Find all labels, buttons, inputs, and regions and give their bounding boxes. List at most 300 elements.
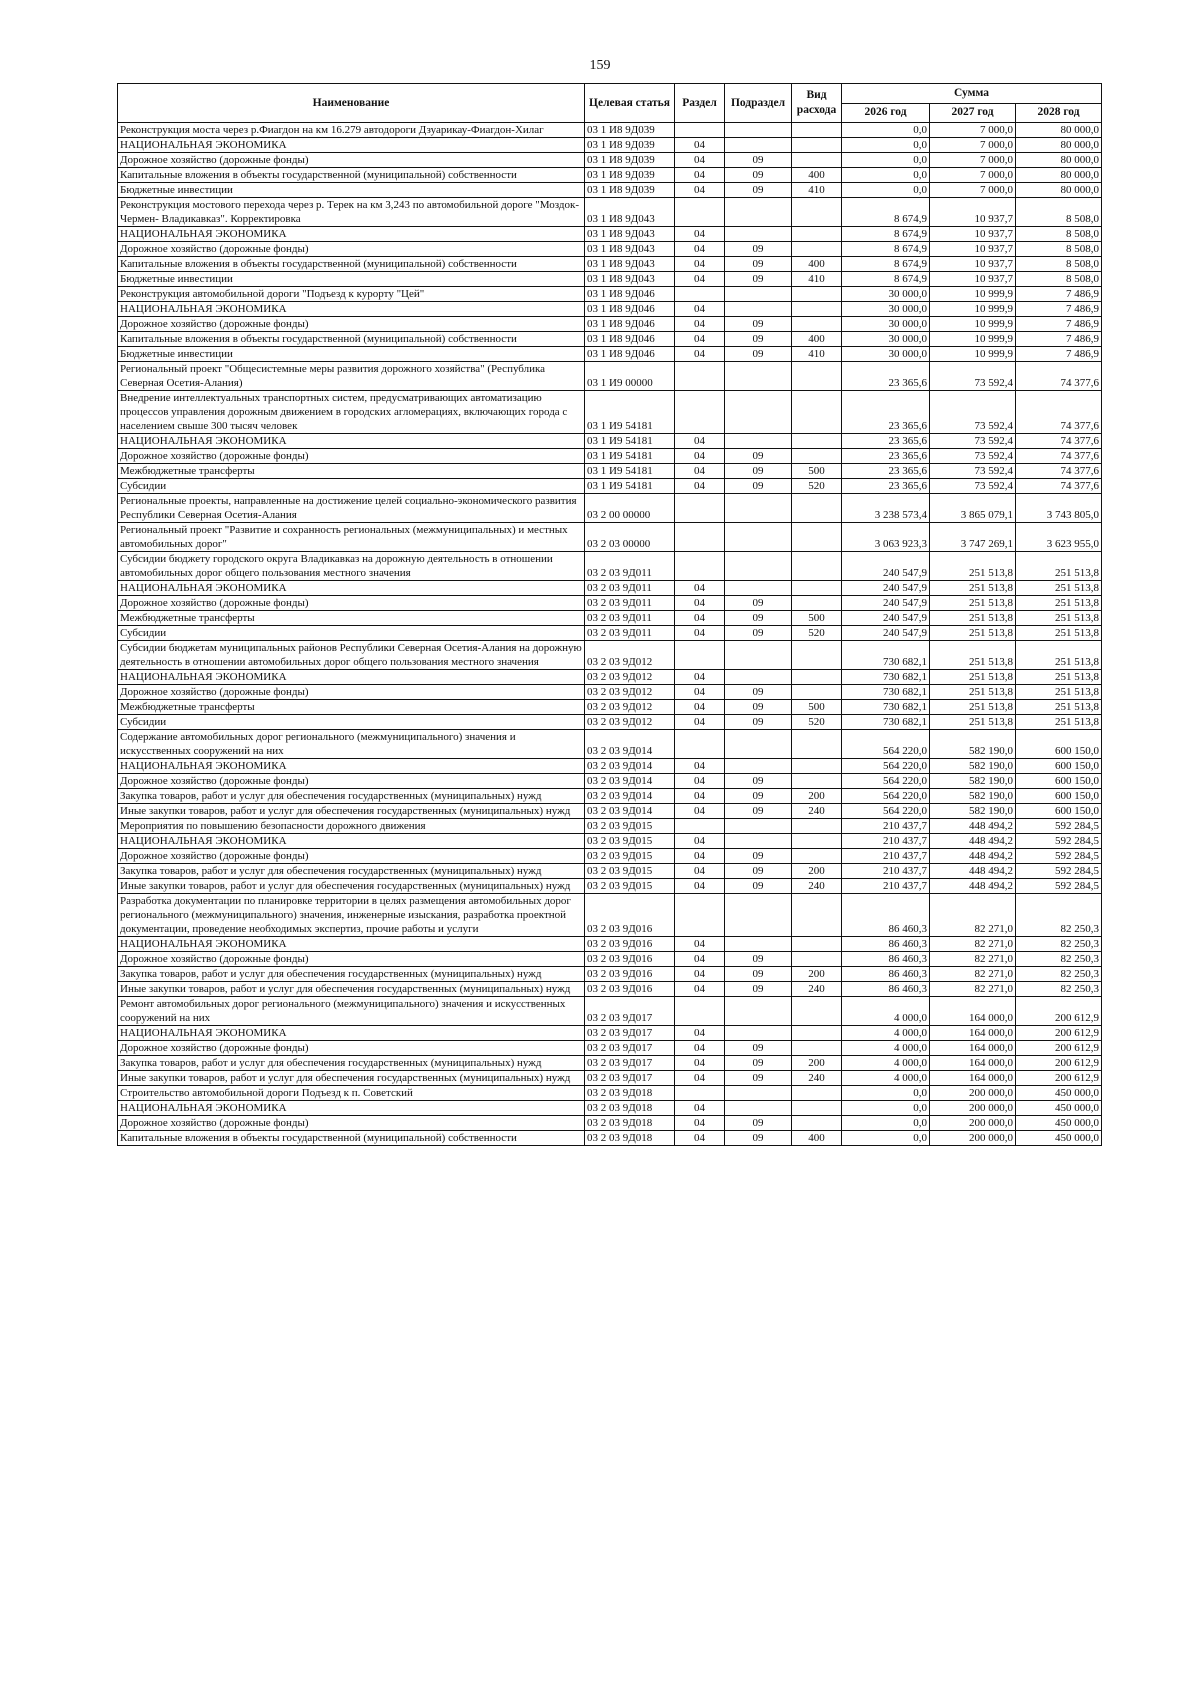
cell-expense-type [792, 774, 842, 789]
cell-target-article: 03 2 03 9Д018 [585, 1131, 675, 1146]
header-target-article: Целевая статья [585, 84, 675, 123]
header-year-2026: 2026 год [842, 103, 930, 123]
cell-2027: 73 592,4 [930, 391, 1016, 434]
cell-subsection [725, 759, 792, 774]
cell-2028: 200 612,9 [1016, 1026, 1102, 1041]
table-row [118, 1056, 1102, 1071]
cell-2026: 30 000,0 [842, 317, 930, 332]
table-row [118, 257, 1102, 272]
cell-name: Межбюджетные трансферты [118, 700, 585, 715]
cell-target-article: 03 2 03 9Д012 [585, 715, 675, 730]
cell-2028: 7 486,9 [1016, 287, 1102, 302]
cell-target-article: 03 2 03 9Д016 [585, 982, 675, 997]
cell-expense-type [792, 1041, 842, 1056]
cell-2027: 7 000,0 [930, 138, 1016, 153]
cell-2028: 200 612,9 [1016, 1071, 1102, 1086]
cell-section: 04 [675, 332, 725, 347]
header-sum: Сумма [842, 84, 1102, 104]
cell-name: Субсидии [118, 479, 585, 494]
cell-2028: 80 000,0 [1016, 183, 1102, 198]
cell-expense-type [792, 1116, 842, 1131]
cell-expense-type: 200 [792, 864, 842, 879]
table-row [118, 183, 1102, 198]
cell-target-article: 03 2 03 9Д014 [585, 730, 675, 759]
cell-2028: 251 513,8 [1016, 581, 1102, 596]
cell-target-article: 03 2 03 9Д016 [585, 967, 675, 982]
cell-subsection: 09 [725, 479, 792, 494]
cell-subsection [725, 1026, 792, 1041]
cell-name: НАЦИОНАЛЬНАЯ ЭКОНОМИКА [118, 937, 585, 952]
cell-name: Региональные проекты, направленные на достижение целей социально-экономического развития Республики Северная Осетия-Алания [118, 494, 585, 523]
cell-2028: 592 284,5 [1016, 819, 1102, 834]
cell-2026: 86 460,3 [842, 952, 930, 967]
cell-2028: 600 150,0 [1016, 804, 1102, 819]
cell-2027: 582 190,0 [930, 759, 1016, 774]
cell-expense-type: 520 [792, 626, 842, 641]
cell-name: Субсидии [118, 626, 585, 641]
cell-expense-type: 500 [792, 700, 842, 715]
cell-expense-type [792, 1086, 842, 1101]
cell-expense-type [792, 596, 842, 611]
cell-2026: 86 460,3 [842, 982, 930, 997]
cell-section [675, 819, 725, 834]
cell-target-article: 03 1 И9 54181 [585, 434, 675, 449]
cell-2027: 164 000,0 [930, 997, 1016, 1026]
cell-2028: 251 513,8 [1016, 596, 1102, 611]
cell-subsection: 09 [725, 257, 792, 272]
table-row [118, 449, 1102, 464]
cell-subsection: 09 [725, 1131, 792, 1146]
cell-target-article: 03 2 03 9Д014 [585, 789, 675, 804]
cell-subsection [725, 581, 792, 596]
table-row [118, 227, 1102, 242]
cell-section: 04 [675, 1071, 725, 1086]
cell-2026: 23 365,6 [842, 391, 930, 434]
cell-target-article: 03 1 И8 9Д043 [585, 227, 675, 242]
cell-2028: 600 150,0 [1016, 730, 1102, 759]
table-row [118, 123, 1102, 138]
cell-target-article: 03 2 03 9Д011 [585, 596, 675, 611]
cell-target-article: 03 1 И8 9Д039 [585, 123, 675, 138]
table-row [118, 138, 1102, 153]
cell-name: Закупка товаров, работ и услуг для обеспечения государственных (муниципальных) нужд [118, 967, 585, 982]
cell-expense-type [792, 997, 842, 1026]
table-row [118, 391, 1102, 434]
table-row [118, 464, 1102, 479]
cell-target-article: 03 2 03 9Д018 [585, 1101, 675, 1116]
cell-expense-type: 240 [792, 879, 842, 894]
cell-section [675, 894, 725, 937]
cell-name: Иные закупки товаров, работ и услуг для обеспечения государственных (муниципальных) нужд [118, 879, 585, 894]
cell-name: Реконструкция моста через р.Фиагдон на км 16.279 автодороги Дзуарикау-Фиагдон-Хилаг [118, 123, 585, 138]
cell-2027: 251 513,8 [930, 611, 1016, 626]
cell-2028: 3 743 805,0 [1016, 494, 1102, 523]
cell-subsection: 09 [725, 272, 792, 287]
cell-2028: 592 284,5 [1016, 849, 1102, 864]
cell-target-article: 03 2 03 9Д012 [585, 670, 675, 685]
cell-subsection: 09 [725, 967, 792, 982]
cell-section: 04 [675, 449, 725, 464]
cell-subsection: 09 [725, 449, 792, 464]
cell-2026: 4 000,0 [842, 997, 930, 1026]
cell-target-article: 03 2 03 9Д011 [585, 611, 675, 626]
cell-section [675, 552, 725, 581]
cell-name: Реконструкция автомобильной дороги "Подъезд к курорту "Цей" [118, 287, 585, 302]
cell-2027: 582 190,0 [930, 789, 1016, 804]
cell-section: 04 [675, 849, 725, 864]
cell-name: Дорожное хозяйство (дорожные фонды) [118, 685, 585, 700]
cell-name: Разработка документации по планировке территории в целях размещения автомобильных дорог регионального (межмуниципального) значения, инженерные изыскания, разработка проектной документации, проведение необходимых экспертиз, прочие работы и услуги [118, 894, 585, 937]
cell-name: Мероприятия по повышению безопасности дорожного движения [118, 819, 585, 834]
cell-name: Бюджетные инвестиции [118, 183, 585, 198]
table-row [118, 198, 1102, 227]
cell-target-article: 03 2 03 9Д016 [585, 937, 675, 952]
cell-2028: 74 377,6 [1016, 449, 1102, 464]
cell-expense-type: 500 [792, 611, 842, 626]
cell-2026: 8 674,9 [842, 227, 930, 242]
page-number: 159 [589, 58, 611, 73]
cell-2027: 73 592,4 [930, 464, 1016, 479]
cell-2027: 251 513,8 [930, 641, 1016, 670]
table-row [118, 1116, 1102, 1131]
table-row [118, 1026, 1102, 1041]
table-row [118, 952, 1102, 967]
cell-expense-type [792, 730, 842, 759]
cell-name: Закупка товаров, работ и услуг для обеспечения государственных (муниципальных) нужд [118, 789, 585, 804]
table-row [118, 611, 1102, 626]
cell-2026: 0,0 [842, 1131, 930, 1146]
cell-name: Межбюджетные трансферты [118, 611, 585, 626]
cell-name: Региональный проект "Развитие и сохранность региональных (межмуниципальных) и местных автомобильных дорог" [118, 523, 585, 552]
cell-2026: 3 063 923,3 [842, 523, 930, 552]
cell-target-article: 03 1 И8 9Д039 [585, 138, 675, 153]
cell-2026: 23 365,6 [842, 434, 930, 449]
cell-subsection [725, 123, 792, 138]
cell-subsection [725, 641, 792, 670]
cell-section: 04 [675, 1116, 725, 1131]
cell-subsection [725, 287, 792, 302]
cell-2026: 564 220,0 [842, 730, 930, 759]
cell-expense-type [792, 153, 842, 168]
cell-expense-type [792, 494, 842, 523]
cell-2027: 10 937,7 [930, 227, 1016, 242]
cell-2027: 82 271,0 [930, 982, 1016, 997]
cell-2027: 10 999,9 [930, 347, 1016, 362]
cell-subsection: 09 [725, 347, 792, 362]
cell-2028: 251 513,8 [1016, 626, 1102, 641]
table-row [118, 834, 1102, 849]
cell-expense-type [792, 287, 842, 302]
cell-section: 04 [675, 611, 725, 626]
cell-2028: 450 000,0 [1016, 1101, 1102, 1116]
cell-subsection: 09 [725, 849, 792, 864]
header-expense-type: Вид расхода [792, 84, 842, 123]
cell-2026: 240 547,9 [842, 581, 930, 596]
cell-name: Внедрение интеллектуальных транспортных систем, предусматривающих автоматизацию процессов управления дорожным движением в городских агломерациях, включающих города с населением свыше 300 тысяч человек [118, 391, 585, 434]
cell-name: Субсидии бюджетам муниципальных районов Республики Северная Осетия-Алания на дорожную деятельность в отношении автомобильных дорог общего пользования местного значения [118, 641, 585, 670]
cell-2027: 251 513,8 [930, 581, 1016, 596]
cell-subsection [725, 391, 792, 434]
cell-subsection: 09 [725, 242, 792, 257]
cell-2028: 74 377,6 [1016, 479, 1102, 494]
cell-subsection [725, 362, 792, 391]
cell-expense-type [792, 1026, 842, 1041]
cell-target-article: 03 2 03 9Д017 [585, 1071, 675, 1086]
cell-subsection: 09 [725, 168, 792, 183]
cell-2027: 10 937,7 [930, 242, 1016, 257]
cell-name: Дорожное хозяйство (дорожные фонды) [118, 317, 585, 332]
table-row [118, 1041, 1102, 1056]
cell-name: Дорожное хозяйство (дорожные фонды) [118, 952, 585, 967]
cell-2027: 164 000,0 [930, 1041, 1016, 1056]
table-row [118, 1071, 1102, 1086]
table-body [118, 123, 1102, 1146]
cell-section: 04 [675, 168, 725, 183]
cell-2026: 30 000,0 [842, 302, 930, 317]
cell-subsection [725, 552, 792, 581]
cell-2026: 86 460,3 [842, 894, 930, 937]
cell-subsection: 09 [725, 317, 792, 332]
cell-section [675, 997, 725, 1026]
cell-name: Капитальные вложения в объекты государственной (муниципальной) собственности [118, 1131, 585, 1146]
cell-2027: 200 000,0 [930, 1086, 1016, 1101]
cell-2027: 73 592,4 [930, 434, 1016, 449]
cell-expense-type: 410 [792, 272, 842, 287]
cell-target-article: 03 2 03 9Д017 [585, 1041, 675, 1056]
cell-2028: 7 486,9 [1016, 317, 1102, 332]
cell-2027: 200 000,0 [930, 1131, 1016, 1146]
cell-expense-type [792, 449, 842, 464]
cell-2026: 240 547,9 [842, 596, 930, 611]
cell-target-article: 03 1 И8 9Д046 [585, 347, 675, 362]
cell-expense-type: 200 [792, 789, 842, 804]
cell-expense-type [792, 937, 842, 952]
cell-2026: 0,0 [842, 123, 930, 138]
cell-subsection: 09 [725, 952, 792, 967]
cell-section: 04 [675, 317, 725, 332]
table-row [118, 641, 1102, 670]
cell-2026: 564 220,0 [842, 759, 930, 774]
cell-subsection [725, 730, 792, 759]
budget-table [117, 83, 1102, 1146]
cell-target-article: 03 1 И8 9Д043 [585, 257, 675, 272]
cell-subsection: 09 [725, 789, 792, 804]
cell-subsection: 09 [725, 879, 792, 894]
table-row [118, 272, 1102, 287]
cell-subsection [725, 670, 792, 685]
cell-2026: 0,0 [842, 1086, 930, 1101]
cell-2027: 448 494,2 [930, 864, 1016, 879]
cell-target-article: 03 2 03 9Д015 [585, 834, 675, 849]
cell-target-article: 03 2 03 9Д012 [585, 700, 675, 715]
cell-name: Закупка товаров, работ и услуг для обеспечения государственных (муниципальных) нужд [118, 1056, 585, 1071]
cell-2028: 600 150,0 [1016, 789, 1102, 804]
cell-subsection: 09 [725, 1056, 792, 1071]
cell-target-article: 03 2 03 00000 [585, 523, 675, 552]
cell-expense-type [792, 581, 842, 596]
cell-name: Региональный проект "Общесистемные меры развития дорожного хозяйства" (Республика Северная Осетия-Алания) [118, 362, 585, 391]
cell-target-article: 03 1 И8 9Д039 [585, 183, 675, 198]
cell-2028: 251 513,8 [1016, 715, 1102, 730]
cell-2028: 7 486,9 [1016, 347, 1102, 362]
cell-subsection: 09 [725, 464, 792, 479]
cell-target-article: 03 2 03 9Д015 [585, 879, 675, 894]
cell-2027: 448 494,2 [930, 849, 1016, 864]
cell-2026: 23 365,6 [842, 479, 930, 494]
cell-2026: 4 000,0 [842, 1026, 930, 1041]
cell-2027: 251 513,8 [930, 552, 1016, 581]
cell-section: 04 [675, 759, 725, 774]
cell-2027: 582 190,0 [930, 774, 1016, 789]
cell-2028: 74 377,6 [1016, 391, 1102, 434]
cell-section: 04 [675, 789, 725, 804]
cell-2026: 0,0 [842, 183, 930, 198]
cell-2028: 200 612,9 [1016, 1041, 1102, 1056]
cell-subsection: 09 [725, 804, 792, 819]
cell-2028: 592 284,5 [1016, 834, 1102, 849]
cell-2028: 8 508,0 [1016, 272, 1102, 287]
cell-2026: 4 000,0 [842, 1041, 930, 1056]
cell-2028: 450 000,0 [1016, 1116, 1102, 1131]
cell-2027: 10 999,9 [930, 332, 1016, 347]
cell-target-article: 03 1 И8 9Д043 [585, 242, 675, 257]
cell-2026: 0,0 [842, 1101, 930, 1116]
cell-expense-type [792, 1101, 842, 1116]
table-row [118, 434, 1102, 449]
cell-expense-type: 240 [792, 1071, 842, 1086]
cell-section: 04 [675, 1101, 725, 1116]
cell-2028: 82 250,3 [1016, 937, 1102, 952]
cell-subsection: 09 [725, 1071, 792, 1086]
cell-section: 04 [675, 464, 725, 479]
cell-name: НАЦИОНАЛЬНАЯ ЭКОНОМИКА [118, 434, 585, 449]
table-row [118, 168, 1102, 183]
cell-section: 04 [675, 347, 725, 362]
cell-section [675, 1086, 725, 1101]
cell-2028: 200 612,9 [1016, 1056, 1102, 1071]
cell-target-article: 03 1 И8 9Д046 [585, 317, 675, 332]
cell-subsection: 09 [725, 626, 792, 641]
table-row [118, 715, 1102, 730]
cell-2026: 564 220,0 [842, 804, 930, 819]
cell-section: 04 [675, 596, 725, 611]
cell-subsection: 09 [725, 332, 792, 347]
cell-name: НАЦИОНАЛЬНАЯ ЭКОНОМИКА [118, 1026, 585, 1041]
cell-2026: 8 674,9 [842, 272, 930, 287]
cell-expense-type [792, 819, 842, 834]
cell-2028: 82 250,3 [1016, 967, 1102, 982]
cell-section: 04 [675, 626, 725, 641]
cell-expense-type: 520 [792, 479, 842, 494]
cell-name: Реконструкция мостового перехода через р. Терек на км 3,243 по автомобильной дороге "Моздок-Чермен- Владикавказ". Корректировка [118, 198, 585, 227]
cell-subsection: 09 [725, 611, 792, 626]
cell-target-article: 03 2 03 9Д014 [585, 804, 675, 819]
cell-section [675, 362, 725, 391]
table-row [118, 596, 1102, 611]
cell-expense-type: 200 [792, 1056, 842, 1071]
cell-2027: 82 271,0 [930, 967, 1016, 982]
cell-section: 04 [675, 715, 725, 730]
cell-name: Ремонт автомобильных дорог регионального (межмуниципального) значения и искусственных сооружений на них [118, 997, 585, 1026]
cell-section: 04 [675, 227, 725, 242]
cell-name: НАЦИОНАЛЬНАЯ ЭКОНОМИКА [118, 670, 585, 685]
cell-2028: 592 284,5 [1016, 879, 1102, 894]
cell-2028: 82 250,3 [1016, 982, 1102, 997]
cell-name: Иные закупки товаров, работ и услуг для обеспечения государственных (муниципальных) нужд [118, 804, 585, 819]
cell-name: Дорожное хозяйство (дорожные фонды) [118, 1041, 585, 1056]
table-row [118, 789, 1102, 804]
cell-2027: 10 937,7 [930, 257, 1016, 272]
cell-name: НАЦИОНАЛЬНАЯ ЭКОНОМИКА [118, 227, 585, 242]
cell-target-article: 03 1 И8 9Д046 [585, 302, 675, 317]
table-row [118, 581, 1102, 596]
cell-section: 04 [675, 153, 725, 168]
cell-2027: 251 513,8 [930, 596, 1016, 611]
cell-expense-type: 240 [792, 982, 842, 997]
cell-name: Закупка товаров, работ и услуг для обеспечения государственных (муниципальных) нужд [118, 864, 585, 879]
cell-2026: 23 365,6 [842, 362, 930, 391]
cell-section: 04 [675, 804, 725, 819]
cell-section [675, 123, 725, 138]
cell-expense-type [792, 849, 842, 864]
cell-2028: 251 513,8 [1016, 641, 1102, 670]
cell-subsection [725, 198, 792, 227]
table-row [118, 523, 1102, 552]
cell-2028: 74 377,6 [1016, 434, 1102, 449]
table-row [118, 864, 1102, 879]
cell-expense-type: 400 [792, 168, 842, 183]
cell-2028: 8 508,0 [1016, 242, 1102, 257]
cell-2026: 8 674,9 [842, 242, 930, 257]
table-row [118, 849, 1102, 864]
cell-2026: 730 682,1 [842, 670, 930, 685]
cell-subsection [725, 997, 792, 1026]
cell-target-article: 03 1 И8 9Д043 [585, 272, 675, 287]
cell-section: 04 [675, 242, 725, 257]
cell-section: 04 [675, 700, 725, 715]
table-row [118, 759, 1102, 774]
cell-name: НАЦИОНАЛЬНАЯ ЭКОНОМИКА [118, 834, 585, 849]
cell-2026: 8 674,9 [842, 257, 930, 272]
cell-name: НАЦИОНАЛЬНАЯ ЭКОНОМИКА [118, 138, 585, 153]
header-section: Раздел [675, 84, 725, 123]
cell-expense-type [792, 641, 842, 670]
table-row [118, 287, 1102, 302]
cell-2027: 82 271,0 [930, 894, 1016, 937]
cell-subsection: 09 [725, 715, 792, 730]
cell-section: 04 [675, 670, 725, 685]
cell-2027: 82 271,0 [930, 952, 1016, 967]
cell-2026: 210 437,7 [842, 879, 930, 894]
cell-section: 04 [675, 952, 725, 967]
cell-target-article: 03 2 03 9Д014 [585, 774, 675, 789]
cell-2027: 7 000,0 [930, 168, 1016, 183]
cell-section: 04 [675, 834, 725, 849]
cell-expense-type: 400 [792, 332, 842, 347]
cell-target-article: 03 1 И9 54181 [585, 464, 675, 479]
cell-2028: 592 284,5 [1016, 864, 1102, 879]
cell-target-article: 03 2 03 9Д017 [585, 997, 675, 1026]
cell-2028: 7 486,9 [1016, 332, 1102, 347]
cell-section: 04 [675, 1041, 725, 1056]
cell-target-article: 03 2 03 9Д011 [585, 626, 675, 641]
cell-2028: 251 513,8 [1016, 670, 1102, 685]
cell-2028: 450 000,0 [1016, 1086, 1102, 1101]
cell-section [675, 287, 725, 302]
cell-expense-type [792, 834, 842, 849]
cell-expense-type [792, 227, 842, 242]
cell-2027: 164 000,0 [930, 1071, 1016, 1086]
